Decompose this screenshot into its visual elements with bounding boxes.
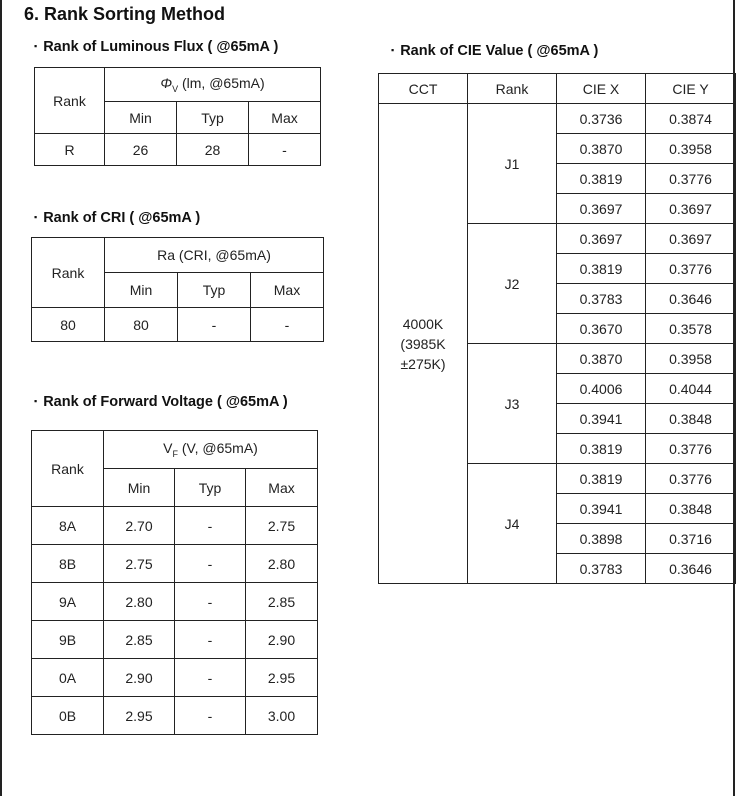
vf-typ-cell: - <box>175 621 246 659</box>
vf-rank-cell: 0A <box>32 659 104 697</box>
vf-table <box>31 430 318 735</box>
cie-y-cell: 0.3697 <box>646 224 736 254</box>
table-row <box>35 134 321 166</box>
cie-y-cell: 0.3848 <box>646 404 736 434</box>
cct-text-line: (3985K <box>400 335 446 352</box>
cie-y-cell: 0.3716 <box>646 524 736 554</box>
vf-typ-cell: - <box>175 583 246 621</box>
cie-cct-cell <box>379 104 468 584</box>
flux-heading-text: Rank of Luminous Flux ( @65mA ) <box>43 39 279 55</box>
table-row <box>32 308 324 342</box>
flux-group-text: (lm, @65mA) <box>178 75 265 92</box>
bullet-icon: ▪ <box>34 396 38 406</box>
cie-heading <box>391 43 598 59</box>
vf-max-cell: 2.75 <box>246 507 318 545</box>
cri-typ-cell: - <box>178 308 251 342</box>
flux-rank-header: Rank <box>35 68 105 134</box>
vf-heading <box>34 394 288 410</box>
flux-typ-cell: 28 <box>177 134 249 166</box>
cct-text-line: 4000K <box>402 315 444 332</box>
table-row <box>32 659 318 697</box>
phi-subscript: V <box>172 83 179 94</box>
cie-x-cell: 0.3870 <box>557 134 646 164</box>
cie-x-cell: 0.3697 <box>557 224 646 254</box>
cie-x-cell: 0.3670 <box>557 314 646 344</box>
cri-typ-header: Typ <box>178 273 251 308</box>
bullet-icon: ▪ <box>34 212 38 222</box>
cie-y-cell: 0.3776 <box>646 434 736 464</box>
vf-max-cell: 3.00 <box>246 697 318 735</box>
vf-rank-cell: 9A <box>32 583 104 621</box>
vf-max-cell: 2.95 <box>246 659 318 697</box>
cie-y-cell: 0.3646 <box>646 554 736 584</box>
cie-rank-cell: J4 <box>468 464 557 584</box>
vf-min-cell: 2.85 <box>104 621 175 659</box>
cri-min-cell: 80 <box>105 308 178 342</box>
vf-typ-cell: - <box>175 659 246 697</box>
flux-table <box>34 67 321 166</box>
table-row <box>32 545 318 583</box>
vf-heading-text: Rank of Forward Voltage ( @65mA ) <box>43 394 288 410</box>
cie-x-cell: 0.3736 <box>557 104 646 134</box>
vf-min-cell: 2.75 <box>104 545 175 583</box>
flux-heading <box>34 39 278 55</box>
vf-typ-cell: - <box>175 545 246 583</box>
flux-max-cell: - <box>249 134 321 166</box>
cie-x-header: CIE X <box>557 74 646 104</box>
flux-min-header: Min <box>105 102 177 134</box>
cie-table <box>378 73 736 584</box>
cie-cct-header: CCT <box>379 74 468 104</box>
vf-rank-cell: 9B <box>32 621 104 659</box>
vf-rank-cell: 8A <box>32 507 104 545</box>
cri-rank-cell: 80 <box>32 308 105 342</box>
table-row <box>379 104 736 134</box>
flux-typ-header: Typ <box>177 102 249 134</box>
cie-rows <box>379 104 736 584</box>
vf-group-text: (V, @65mA) <box>178 440 258 457</box>
cie-y-cell: 0.3958 <box>646 344 736 374</box>
cie-rank-cell: J3 <box>468 344 557 464</box>
cri-max-header: Max <box>251 273 324 308</box>
vf-rows <box>32 507 318 735</box>
cri-min-header: Min <box>105 273 178 308</box>
phi-symbol: Φ <box>160 75 173 92</box>
cie-y-cell: 0.3646 <box>646 284 736 314</box>
cie-x-cell: 0.3870 <box>557 344 646 374</box>
cie-x-cell: 0.3819 <box>557 464 646 494</box>
vf-typ-cell: - <box>175 507 246 545</box>
cie-x-cell: 0.3819 <box>557 254 646 284</box>
cri-heading <box>34 210 200 226</box>
vf-min-header: Min <box>104 469 175 507</box>
cie-y-cell: 0.3874 <box>646 104 736 134</box>
cie-x-cell: 0.3819 <box>557 164 646 194</box>
vf-typ-header: Typ <box>175 469 246 507</box>
cri-max-cell: - <box>251 308 324 342</box>
cie-y-header: CIE Y <box>646 74 736 104</box>
vf-rank-cell: 8B <box>32 545 104 583</box>
cie-x-cell: 0.4006 <box>557 374 646 404</box>
cie-x-cell: 0.3783 <box>557 554 646 584</box>
table-row <box>32 697 318 735</box>
cie-y-cell: 0.3776 <box>646 464 736 494</box>
flux-max-header: Max <box>249 102 321 134</box>
vf-rank-header: Rank <box>32 431 104 507</box>
cie-y-cell: 0.3776 <box>646 254 736 284</box>
cie-y-cell: 0.3848 <box>646 494 736 524</box>
vf-min-cell: 2.70 <box>104 507 175 545</box>
cie-y-cell: 0.3697 <box>646 194 736 224</box>
flux-group-header <box>105 68 321 102</box>
vf-min-cell: 2.95 <box>104 697 175 735</box>
vf-min-cell: 2.80 <box>104 583 175 621</box>
cie-rank-cell: J1 <box>468 104 557 224</box>
cie-y-cell: 0.3958 <box>646 134 736 164</box>
vf-rank-cell: 0B <box>32 697 104 735</box>
cie-rank-header: Rank <box>468 74 557 104</box>
table-row <box>32 507 318 545</box>
cri-heading-text: Rank of CRI ( @65mA ) <box>43 210 201 226</box>
table-row <box>32 621 318 659</box>
flux-min-cell: 26 <box>105 134 177 166</box>
cie-x-cell: 0.3697 <box>557 194 646 224</box>
cri-group-header: Ra (CRI, @65mA) <box>105 238 324 273</box>
vf-group-header <box>104 431 318 469</box>
cie-heading-text: Rank of CIE Value ( @65mA ) <box>400 43 599 59</box>
vf-subscript: F <box>172 448 178 459</box>
vf-max-header: Max <box>246 469 318 507</box>
table-row <box>32 583 318 621</box>
vf-max-cell: 2.90 <box>246 621 318 659</box>
cri-table <box>31 237 324 342</box>
bullet-icon: ▪ <box>34 41 38 51</box>
cie-y-cell: 0.3578 <box>646 314 736 344</box>
vf-max-cell: 2.80 <box>246 545 318 583</box>
flux-rank-cell: R <box>35 134 105 166</box>
page-border-left <box>0 0 2 796</box>
cie-x-cell: 0.3819 <box>557 434 646 464</box>
cie-x-cell: 0.3941 <box>557 494 646 524</box>
vf-symbol: V <box>163 440 173 457</box>
cie-y-cell: 0.4044 <box>646 374 736 404</box>
cri-rank-header: Rank <box>32 238 105 308</box>
cie-rank-cell: J2 <box>468 224 557 344</box>
cie-y-cell: 0.3776 <box>646 164 736 194</box>
cct-text-line: ±275K) <box>400 355 446 372</box>
vf-max-cell: 2.85 <box>246 583 318 621</box>
cie-x-cell: 0.3941 <box>557 404 646 434</box>
cie-x-cell: 0.3898 <box>557 524 646 554</box>
bullet-icon: ▪ <box>391 45 395 55</box>
cie-x-cell: 0.3783 <box>557 284 646 314</box>
vf-min-cell: 2.90 <box>104 659 175 697</box>
page-title: 6. Rank Sorting Method <box>24 4 226 24</box>
vf-typ-cell: - <box>175 697 246 735</box>
